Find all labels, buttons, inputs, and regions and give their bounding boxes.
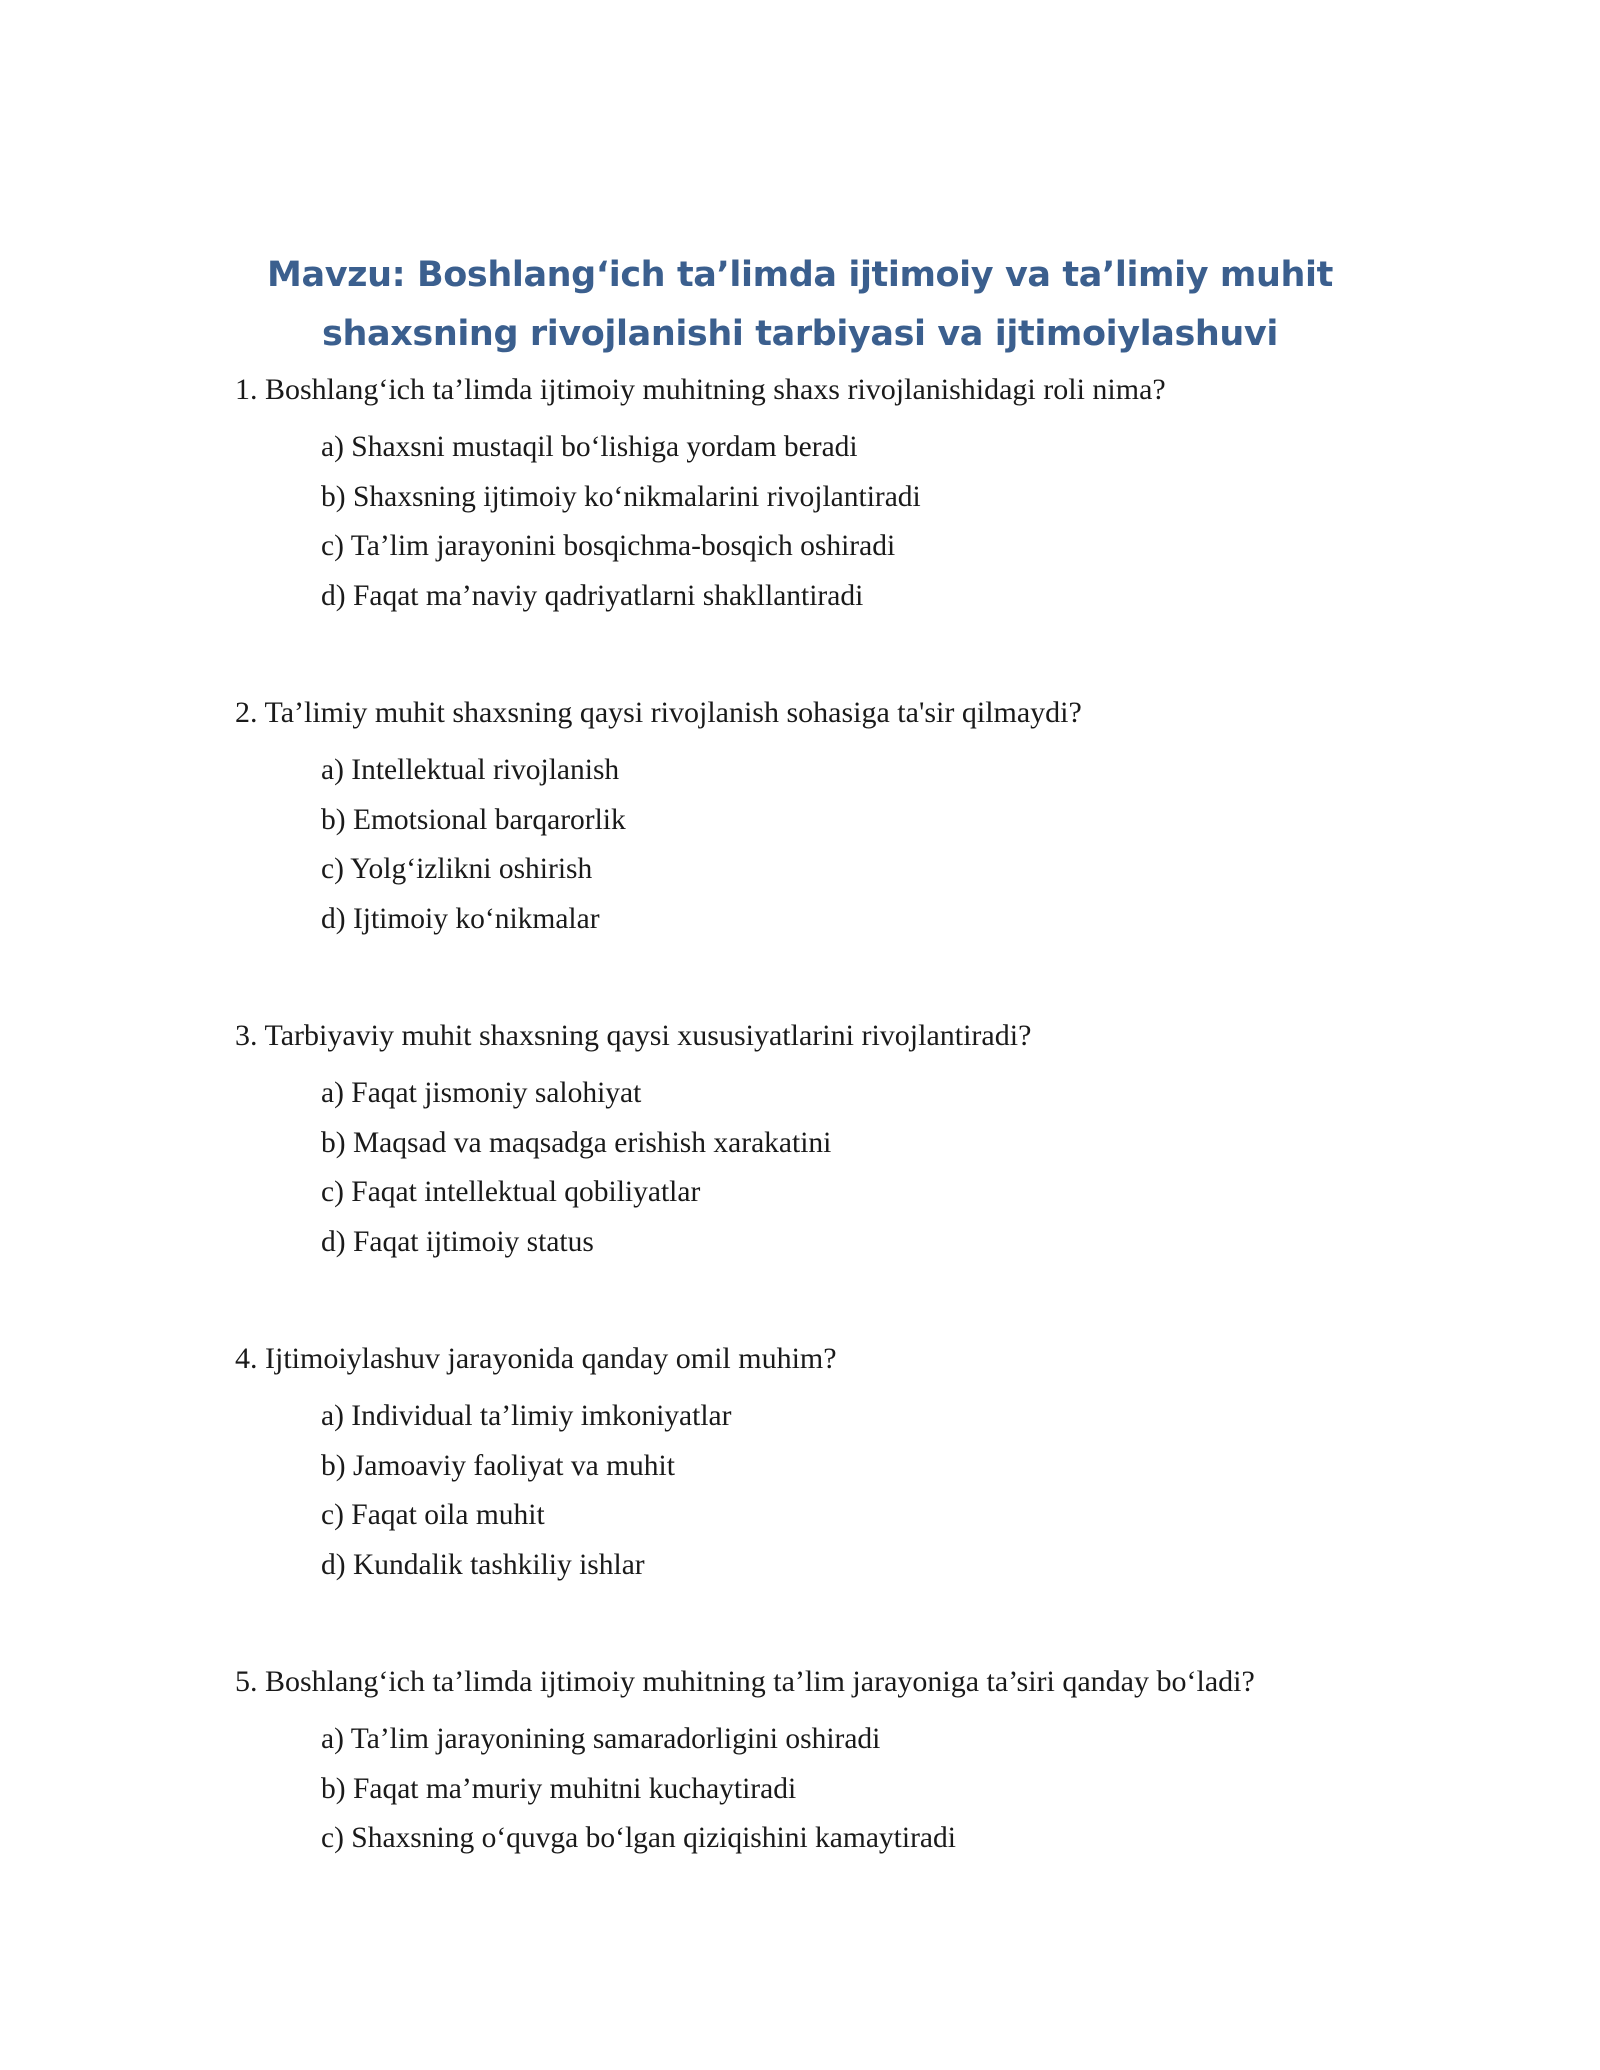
question-4 [235,1339,1435,1594]
option-item: c) Ta’lim jarayonini bosqichma-bosqich oshiradi [321,530,896,562]
option-item: c) Faqat oila muhit [321,1499,545,1531]
option-item: c) Faqat intellektual qobiliyatlar [321,1176,701,1208]
option-item: c) Shaxsning o‘quvga bo‘lgan qiziqishini kamaytiradi [321,1822,956,1854]
option-item: d) Faqat ijtimoiy status [321,1225,594,1258]
option-item: b) Maqsad va maqsadga erishish xarakatini [321,1126,832,1159]
question-3 [235,1016,1435,1271]
option-list [235,750,1435,948]
option-list [235,1073,1435,1271]
option-item: c) Yolg‘izlikni oshirish [321,853,593,885]
option-item: a) Ta’lim jarayonining samaradorligini oshiradi [321,1723,881,1755]
option-item: a) Faqat jismoniy salohiyat [321,1077,642,1109]
option-item: b) Shaxsning ijtimoiy ko‘nikmalarini rivojlantiradi [321,480,921,513]
title-line-2: shaxsning rivojlanishi tarbiyasi va ijtimoiylashuvi [322,314,1278,354]
question-text: 2. Ta’limiy muhit shaxsning qaysi rivojlanish sohasiga ta'sir qilmaydi? [235,696,1082,729]
option-list [235,1719,1435,1868]
option-item: b) Jamoaviy faoliyat va muhit [321,1449,675,1482]
option-item: d) Faqat ma’naviy qadriyatlarni shakllantiradi [321,579,864,612]
option-item: d) Ijtimoiy ko‘nikmalar [321,902,600,935]
option-item: d) Kundalik tashkiliy ishlar [321,1548,645,1581]
page-title [236,246,1364,364]
option-item: b) Faqat ma’muriy muhitni kuchaytiradi [321,1772,797,1805]
option-item: b) Emotsional barqarorlik [321,803,626,836]
question-text: 3. Tarbiyaviy muhit shaxsning qaysi xususiyatlarini rivojlantiradi? [235,1019,1032,1052]
option-item: a) Individual ta’limiy imkoniyatlar [321,1400,732,1432]
option-item: a) Intellektual rivojlanish [321,754,620,786]
question-text: 4. Ijtimoiylashuv jarayonida qanday omil muhim? [235,1342,837,1375]
question-text: 5. Boshlang‘ich ta’limda ijtimoiy muhitning ta’lim jarayoniga ta’siri qanday bo‘ladi? [235,1665,1255,1698]
option-list [235,427,1435,625]
title-line-1: Mavzu: Boshlang‘ich ta’limda ijtimoiy va ta’limiy muhit [267,255,1333,295]
option-list [235,1396,1435,1594]
question-text: 1. Boshlang‘ich ta’limda ijtimoiy muhitning shaxs rivojlanishidagi roli nima? [235,373,1166,406]
question-5 [235,1662,1435,1868]
option-item: a) Shaxsni mustaqil bo‘lishiga yordam beradi [321,431,858,463]
question-2 [235,693,1435,948]
question-1 [235,370,1435,625]
